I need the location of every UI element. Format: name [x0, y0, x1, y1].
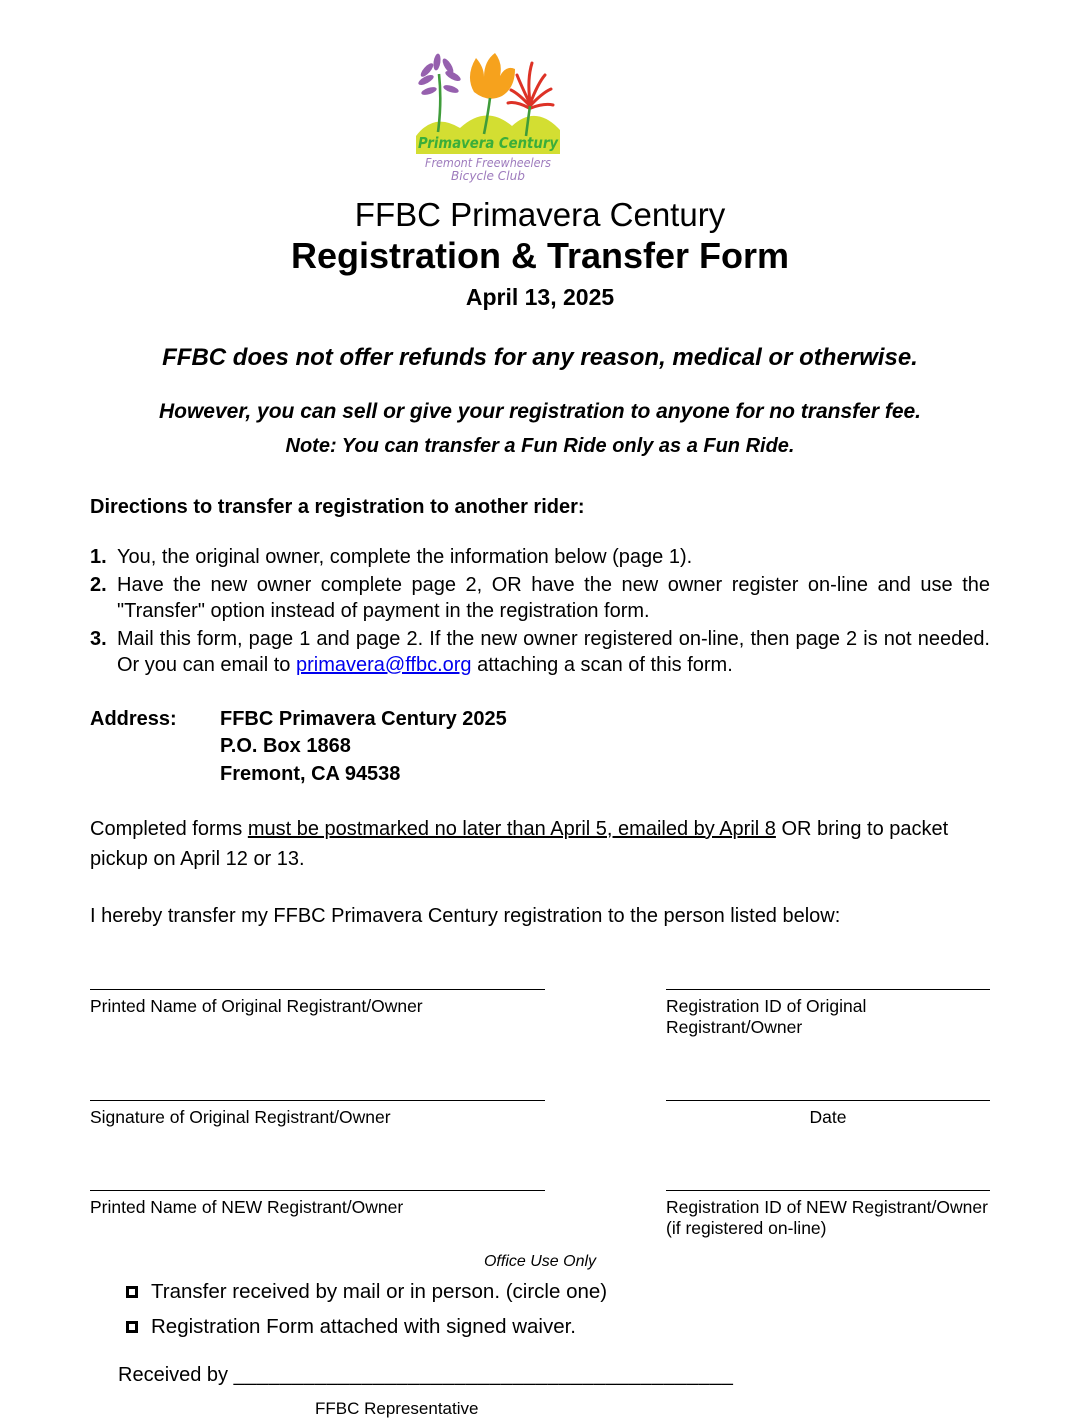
- page-title: FFBC Primavera Century: [354, 196, 726, 233]
- logo-title-text: Primavera Century: [418, 134, 559, 152]
- office-checkbox-row: [126, 1314, 990, 1340]
- email-link[interactable]: primavera@ffbc.org: [295, 654, 472, 676]
- signature-row-new-name: [90, 1190, 990, 1239]
- original-name-label: Printed Name of Original Registrant/Owner: [90, 996, 423, 1016]
- item-number: 3.: [90, 627, 107, 650]
- transfer-policy-notice: However, you can sell or give your registration to anyone for no transfer fee.: [158, 400, 922, 423]
- refund-policy-notice: FFBC does not offer refunds for any reason, medical or otherwise.: [162, 344, 918, 371]
- address-line-2: P.O. Box 1868: [220, 735, 351, 757]
- received-by-label: Received by: [118, 1364, 234, 1386]
- item-number: 1.: [90, 546, 107, 568]
- new-registration-id-note: (if registered on-line): [666, 1218, 827, 1238]
- date-label: Date: [809, 1107, 847, 1127]
- new-name-label: Printed Name of NEW Registrant/Owner: [90, 1197, 404, 1217]
- office-use-checklist: [126, 1279, 990, 1340]
- club-logo: [90, 48, 990, 182]
- deadline-underlined: must be postmarked no later than April 5, emailed by April 8: [247, 818, 776, 840]
- item-text-before-link: Mail this form, page 1 and page 2. If the new owner registered on-line, then page 2 is not needed. Or you can email to: [117, 627, 990, 676]
- direction-item-2: [90, 572, 990, 625]
- address-label: Address:: [90, 707, 177, 730]
- received-by-field-line[interactable]: ___________________________________________: [233, 1364, 734, 1386]
- signature-row-original-name: [90, 989, 990, 1038]
- deadline-paragraph: [90, 814, 990, 874]
- direction-item-1: [90, 544, 990, 571]
- mailing-address-block: [90, 706, 990, 789]
- original-registration-id-label: Registration ID of Original Registrant/Owner: [666, 996, 867, 1037]
- fun-ride-note: Note: You can transfer a Fun Ride only as a Fun Ride.: [285, 435, 795, 457]
- item-text: Have the new owner complete page 2, OR have the new owner register on-line and use the "Transfer" option instead of payment in the registration form.: [117, 573, 990, 622]
- deadline-suffix: OR bring to packet pickup on April 12 or 13.: [90, 818, 949, 870]
- item-text: You, the original owner, complete the information below (page 1).: [117, 546, 693, 568]
- primavera-century-logo-icon: [408, 48, 568, 182]
- form-title: Registration & Transfer Form: [290, 235, 790, 276]
- event-date: April 13, 2025: [465, 284, 615, 310]
- directions-list: [90, 544, 990, 679]
- purple-flower-stem: [438, 74, 440, 132]
- checkbox-label: Transfer received by mail or in person. (circle one): [151, 1280, 608, 1303]
- checkbox-icon[interactable]: [126, 1321, 138, 1333]
- office-checkbox-row: [126, 1279, 990, 1305]
- original-signature-label: Signature of Original Registrant/Owner: [90, 1107, 391, 1127]
- received-by-row: [118, 1362, 990, 1388]
- ffbc-representative-label: FFBC Representative: [315, 1399, 479, 1418]
- transfer-statement: I hereby transfer my FFBC Primavera Century registration to the person listed below:: [90, 905, 841, 927]
- address-line-3: Fremont, CA 94538: [220, 762, 401, 785]
- signature-row-original-signature: [90, 1100, 990, 1128]
- logo-club-line1: Fremont Freewheelers: [425, 156, 551, 170]
- orange-poppy-icon: [470, 53, 515, 99]
- address-lines: [220, 706, 507, 789]
- new-registration-id-label: Registration ID of NEW Registrant/Owner: [666, 1197, 988, 1217]
- office-use-only-heading: Office Use Only: [483, 1253, 597, 1270]
- checkbox-label: Registration Form attached with signed waiver.: [151, 1315, 577, 1338]
- direction-item-3: [90, 626, 990, 679]
- checkbox-icon[interactable]: [126, 1286, 138, 1298]
- address-line-1: FFBC Primavera Century 2025: [220, 707, 507, 730]
- directions-heading: Directions to transfer a registration to another rider:: [90, 496, 585, 518]
- deadline-prefix: Completed forms: [90, 818, 248, 840]
- item-text-after-link: attaching a scan of this form.: [471, 654, 733, 676]
- logo-club-line2: Bicycle Club: [451, 169, 526, 183]
- item-number: 2.: [90, 573, 107, 596]
